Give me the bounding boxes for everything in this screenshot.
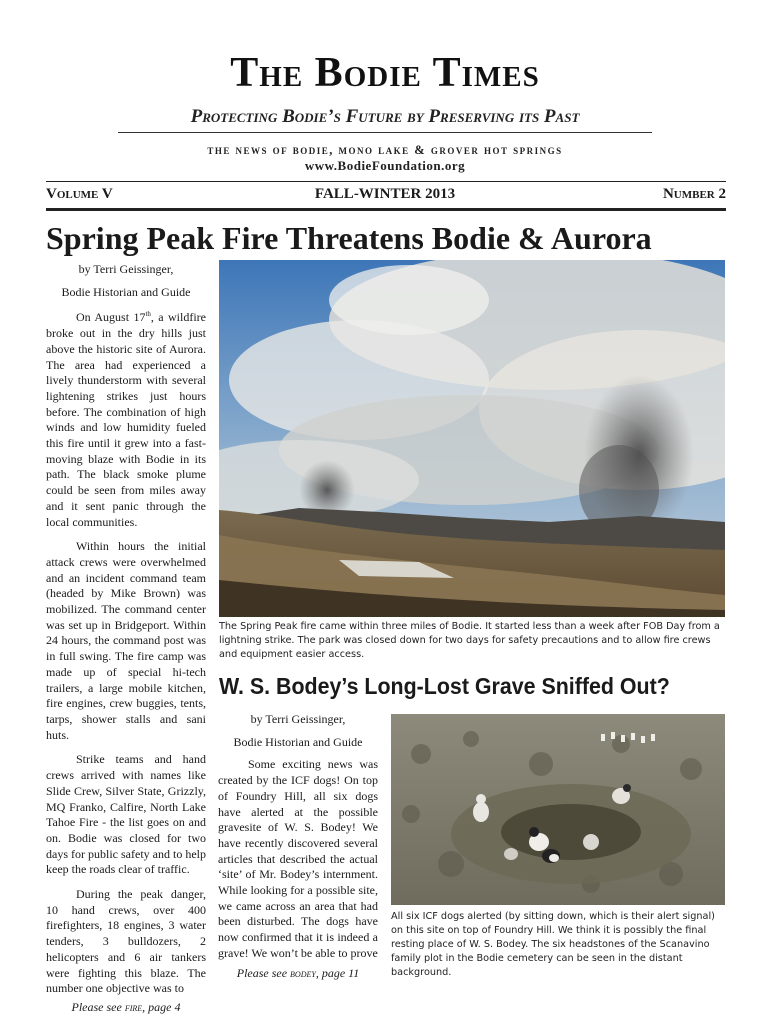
- spring-peak-fire-photo: [219, 260, 725, 617]
- article-2-byline-title: Bodie Historian and Guide: [233, 734, 363, 749]
- article-1-paragraph-1: On August 17th, a wildfire broke out in the dry hills just above the historic site of Aurora. The area had experienced a lively thunderstorm with several lightening strikes just hours before. The combination of high winds and low humidity fueled this fire until it grew into a fast-moving blaze with Bodie in its path. The black smoke plume could be seen from miles away and it sent panic through the local communities.: [46, 310, 206, 529]
- article-2-column: [218, 712, 378, 981]
- article-1-paragraph-3: Strike teams and hand crews arrived with names like Slide Crew, Silver State, Grizzly, MQ Franko, Calfire, North Lake Tahoe Fire - the list goes on and on. Bodie was closed for two days for public safety and to help keep the roads clear of traffic.: [46, 752, 206, 877]
- article-1-headline: Spring Peak Fire Threatens Bodie & Aurora: [46, 220, 652, 256]
- article-2-byline: by Terri Geissinger,: [250, 712, 346, 726]
- article-1-paragraph-2: Within hours the initial attack crews were overwhelmed and an incident command team (headed by Mike Brown) was mobilized. The command center was set up in Bridgeport. Within 24 hours, the command post was in full swing. The fire camp was made up of special hi-tech trailers, a large mobile kitchen, fire engines, crew buggies, tents, tarps, shower stalls and sani huts.: [46, 539, 206, 742]
- icf-dogs-photo: [391, 714, 725, 905]
- newspaper-tagline: Protecting Bodie’s Future by Preserving its Past: [190, 106, 580, 127]
- article-2-headline: W. S. Bodey’s Long-Lost Grave Sniffed Out?: [219, 673, 670, 699]
- icf-dogs-caption: All six ICF dogs alerted (by sitting down, which is their alert signal) on this site on top of Foundry Hill. We think it is possibly the final resting place of W. S. Bodey. The six headstones of the Scanavino family plot in the Bodie cemetery can be seen in the distant background.: [391, 911, 715, 978]
- article-1-byline: by Terri Geissinger,: [78, 262, 174, 276]
- article-1-column: [46, 262, 206, 1016]
- article-1-continued-link[interactable]: Please see fire, page 4: [71, 999, 181, 1014]
- spring-peak-fire-caption: The Spring Peak fire came within three miles of Bodie. It started less than a week after FOB Day from a lightning strike. The park was closed down for two days for safety precautions and to allow fire crews and equipment easier access.: [219, 621, 720, 660]
- issue-number: Number 2: [662, 186, 726, 202]
- article-1-byline-title: Bodie Historian and Guide: [61, 284, 191, 299]
- article-2-continued-link[interactable]: Please see bodey, page 11: [236, 965, 360, 980]
- newspaper-title: The Bodie Times: [230, 50, 540, 96]
- masthead-divider: [118, 132, 652, 133]
- website-link[interactable]: www.BodieFoundation.org: [304, 158, 466, 173]
- article-2-paragraph-1: Some exciting news was created by the ICF dogs! On top of Foundry Hill, all six dogs have alerted at the possible gravesite of W. S. Bodey! We have recently discovered several articles that described the actual ‘site’ of Mr. Bodey’s internment. While looking for a possible site, we came across an area that had been disturbed. The dogs have now confirmed that it is indeed a grave! We won’t be able to prove: [218, 757, 378, 960]
- issue-bar-top-rule: [46, 181, 726, 182]
- article-1-paragraph-4: During the peak danger, 10 hand crews, over 400 firefighters, 18 engines, 3 water tenders, 3 bulldozers, 2 helicopters and 6 air tankers were fighting this blaze. The number one objective was to: [46, 887, 206, 996]
- issue-bar-bottom-rule: [46, 208, 726, 211]
- issue-season: FALL-WINTER 2013: [314, 186, 456, 202]
- issue-volume: Volume V: [46, 186, 113, 202]
- newspaper-subtitle: the news of bodie, mono lake & grover hot springs: [207, 143, 563, 157]
